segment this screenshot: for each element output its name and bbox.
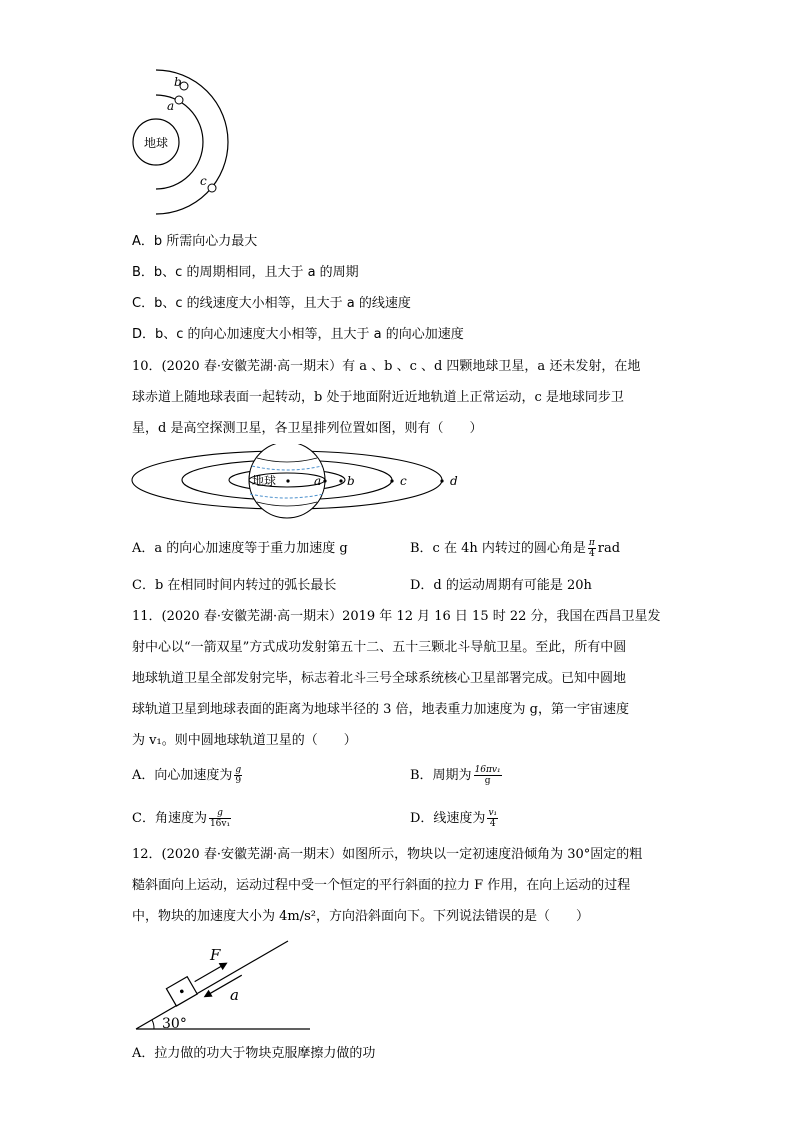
- q11-line-1: 11．(2020 春·安徽芜湖·高一期末）2019 年 12 月 16 日 15 时 22 分，我国在西昌卫星发: [132, 609, 661, 624]
- label-a: a: [167, 99, 175, 113]
- label-c: c: [200, 174, 207, 188]
- earth-orbit-figure: [120, 62, 250, 222]
- fraction-denominator: 9: [235, 776, 242, 786]
- fig2-label-a: a: [314, 474, 322, 488]
- satellite-c: [208, 184, 216, 192]
- q11-option-d-fraction: [487, 808, 498, 829]
- q10-line-3: 星，d 是高空探测卫星，各卫星排列位置如图，则有（ ）: [132, 421, 483, 436]
- q11-option-c-prefix: C．角速度为: [132, 811, 207, 826]
- force-arrow: [195, 965, 224, 982]
- angle-arc: [152, 1020, 154, 1029]
- q11-option-b-fraction: [474, 765, 502, 786]
- incline-figure: [130, 936, 320, 1036]
- q11-line-2: 射中心以“一箭双星”方式成功发射第五十二、五十三颗北斗导航卫星。至此，所有中圆: [132, 640, 627, 655]
- fraction-denominator: g: [484, 776, 491, 786]
- q11-option-c: [132, 806, 233, 832]
- fraction-denominator: 4: [489, 819, 496, 829]
- q11-option-d: [410, 806, 500, 832]
- fraction-denominator: 16v₁: [209, 819, 231, 829]
- fraction-numerator: v₁: [488, 808, 498, 818]
- q12-line-1: 12．(2020 春·安徽芜湖·高一期末）如图所示，物块以一定初速度沿倾角为 30°固定的粗: [132, 847, 643, 862]
- angle-label: 30°: [162, 1016, 187, 1032]
- q10-option-b-prefix: B．c 在 4h 内转过的圆心角是: [410, 541, 586, 556]
- satellite-orbits-figure: [130, 444, 480, 520]
- q9-option-a: A．b 所需向心力最大: [132, 234, 258, 249]
- q11-line-4: 球轨道卫星到地球表面的距离为地球半径的 3 倍，地表重力加速度为 g，第一宇宙速度: [132, 702, 629, 717]
- earth-label: 地球: [143, 136, 169, 150]
- q10-option-b-unit: rad: [597, 541, 621, 556]
- q10-option-a: A．a 的向心加速度等于重力加速度 g: [132, 541, 348, 556]
- q10-option-c: C．b 在相同时间内转过的弧长最长: [132, 578, 337, 593]
- fraction-numerator: g: [209, 808, 231, 819]
- q10-option-b: [410, 536, 620, 562]
- q11-option-d-prefix: D．线速度为: [410, 811, 486, 826]
- q11-option-a-fraction: [234, 765, 242, 786]
- fig2-label-c: c: [400, 474, 407, 488]
- satellite-a: [175, 96, 183, 104]
- q10-option-b-fraction: [588, 538, 596, 559]
- q11-option-a: [132, 763, 244, 789]
- q11-option-b: [410, 763, 504, 789]
- acceleration-label: a: [230, 986, 239, 1004]
- q9-option-d: D．b、c 的向心加速度大小相等，且大于 a 的向心加速度: [132, 327, 464, 342]
- fraction-denominator: 4: [588, 549, 595, 559]
- fraction-numerator: 16πv₁: [474, 765, 501, 775]
- fig2-earth-label: 地球: [252, 474, 277, 488]
- q10-line-2: 球赤道上随地球表面一起转动，b 处于地面附近近地轨道上正常运动，c 是地球同步卫: [132, 390, 624, 405]
- q10-line-1: 10．(2020 春·安徽芜湖·高一期末）有 a 、b 、c 、d 四颗地球卫星，a 还未发射，在地: [132, 359, 641, 374]
- fig2-label-b: b: [347, 474, 355, 488]
- fraction-numerator: π: [588, 538, 595, 548]
- q12-line-3: 中，物块的加速度大小为 4m/s²，方向沿斜面向下。下列说法错误的是（ ）: [132, 909, 589, 924]
- q12-option-a: A．拉力做的功大于物块克服摩擦力做的功: [132, 1046, 376, 1061]
- fig2-label-d: d: [450, 474, 458, 488]
- q10-option-d: D．d 的运动周期有可能是 20h: [410, 578, 592, 593]
- q12-line-2: 糙斜面向上运动，运动过程中受一个恒定的平行斜面的拉力 F 作用，在向上运动的过程: [132, 878, 631, 893]
- fraction-numerator: g: [235, 765, 242, 775]
- q11-option-b-prefix: B．周期为: [410, 768, 472, 783]
- force-label: F: [210, 946, 221, 964]
- q11-line-5: 为 v₁。则中圆地球轨道卫星的（ ）: [132, 733, 357, 748]
- q11-option-c-fraction: [209, 808, 231, 829]
- q11-option-a-prefix: A．向心加速度为: [132, 768, 233, 783]
- q9-option-c: C．b、c 的线速度大小相等，且大于 a 的线速度: [132, 296, 411, 311]
- label-b: b: [174, 75, 182, 89]
- q11-line-3: 地球轨道卫星全部发射完毕，标志着北斗三号全球系统核心卫星部署完成。已知中圆地: [132, 671, 627, 686]
- q9-option-b: B．b、c 的周期相同，且大于 a 的周期: [132, 265, 359, 280]
